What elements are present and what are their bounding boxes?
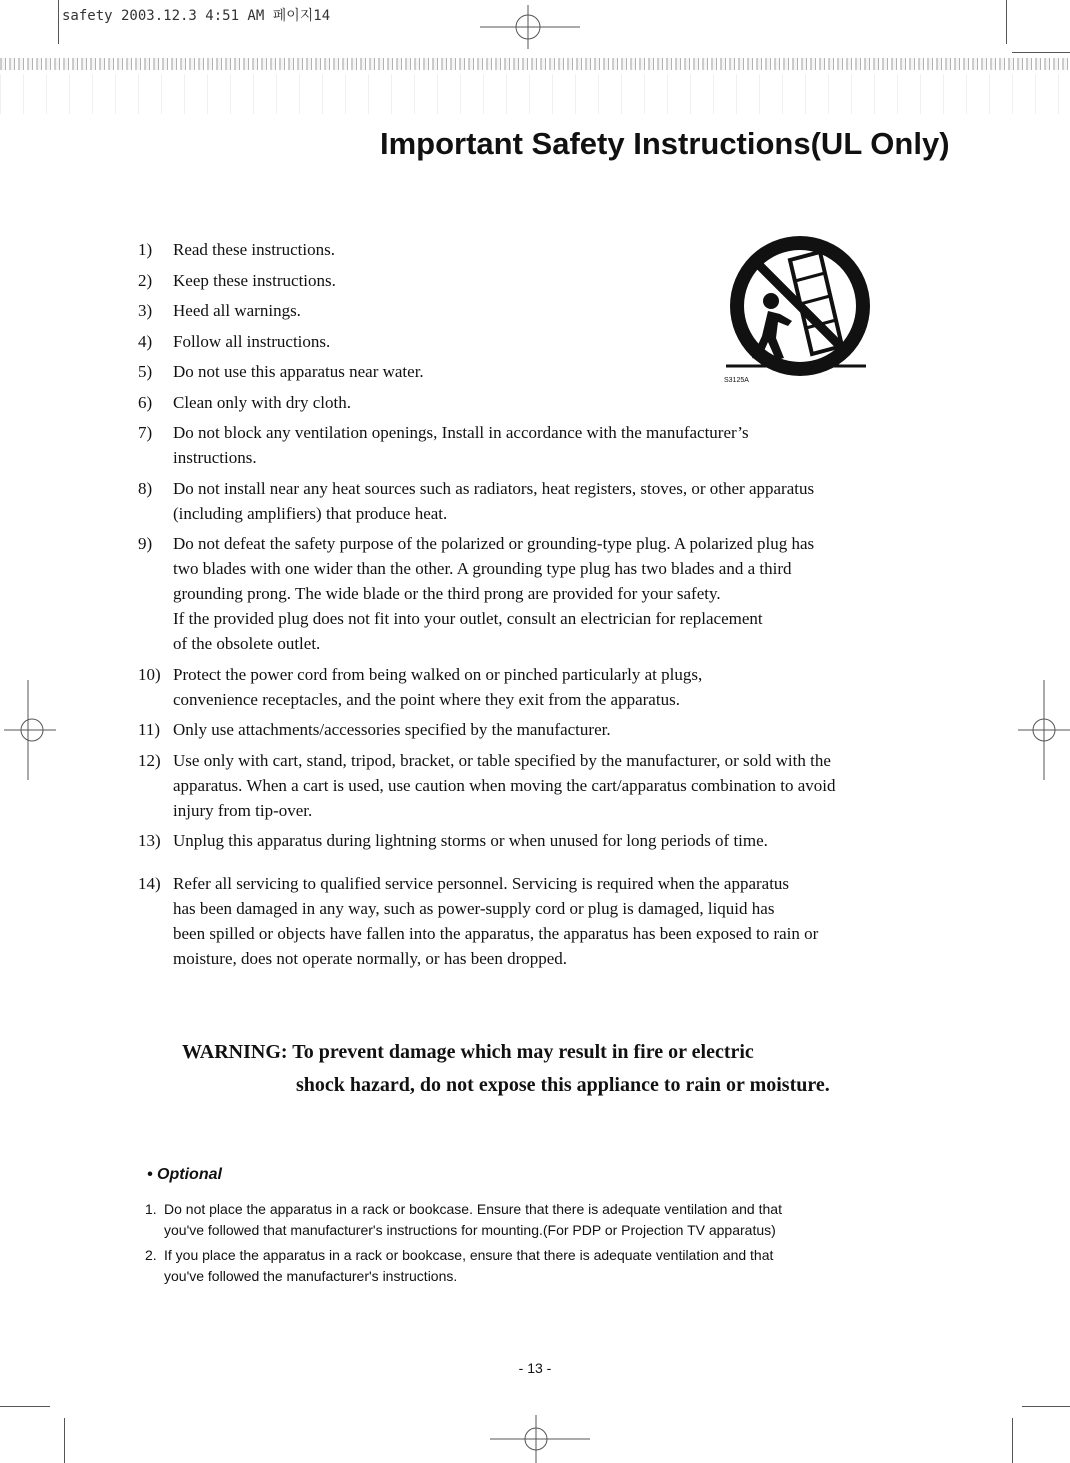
list-item: [145, 1245, 915, 1287]
item-text: [173, 828, 938, 853]
item-text-line: Only use attachments/accessories specified by the manufacturer.: [173, 720, 611, 739]
registration-mark-right-icon: [1018, 680, 1070, 780]
item-text: [173, 476, 938, 526]
item-number: 10): [138, 664, 161, 684]
scan-noise-band: [0, 58, 1070, 70]
item-text-line: Use only with cart, stand, tripod, bracket, or table specified by the manufacturer, or sold with the: [173, 750, 831, 770]
item-text-line: Refer all servicing to qualified service personnel. Servicing is required when the apparatus: [173, 874, 790, 893]
item-number: 7): [138, 423, 153, 442]
item-text: [173, 748, 938, 823]
item-text: [164, 1199, 782, 1241]
warning-line-1: WARNING: To prevent damage which may result in fire or electric: [182, 1041, 754, 1063]
item-text-line: Keep these instructions.: [173, 270, 336, 290]
header-slug: safety 2003.12.3 4:51 AM 페이지14: [62, 8, 331, 24]
item-text: [164, 1245, 773, 1287]
list-item: [138, 748, 938, 823]
item-number: 11): [138, 720, 161, 739]
item-text-line: injury from tip-over.: [173, 800, 313, 820]
optional-heading: • Optional: [147, 1166, 222, 1183]
page-title: Important Safety Instructions(UL Only): [380, 126, 950, 161]
crop-mark-bottom-left-h: [0, 1406, 50, 1407]
list-item: [138, 359, 938, 384]
item-text: [173, 420, 938, 470]
item-text-line: has been damaged in any way, such as power-supply cord or plug is damaged, liquid has: [173, 899, 775, 918]
item-text-line: Do not use this apparatus near water.: [173, 362, 424, 381]
optional-list: [145, 1199, 915, 1291]
item-text-line: of the obsolete outlet.: [173, 634, 321, 653]
item-text-line: convenience receptacles, and the point where they exit from the apparatus.: [173, 689, 680, 709]
item-number: 6): [138, 392, 153, 412]
crop-mark-bottom-right-h: [1022, 1406, 1070, 1407]
item-number: 1.: [145, 1201, 157, 1217]
item-text-line: If you place the apparatus in a rack or bookcase, ensure that there is adequate ventilation and that: [164, 1247, 774, 1263]
item-text-line: apparatus. When a cart is used, use caution when moving the cart/apparatus combination to avoid: [173, 775, 836, 795]
item-text-line: Follow all instructions.: [173, 331, 331, 351]
list-item: [138, 298, 938, 323]
item-number: 13): [138, 831, 161, 850]
item-text-line: Do not defeat the safety purpose of the polarized or grounding-type plug. A polarized plug has: [173, 534, 815, 553]
item-text-line: If the provided plug does not fit into your outlet, consult an electrician for replacement: [173, 609, 763, 628]
warning-notice: [182, 1036, 902, 1102]
list-item: [138, 476, 938, 526]
item-number: 14): [138, 874, 161, 893]
item-text-line: Unplug this apparatus during lightning storms or when unused for long periods of time.: [173, 831, 768, 850]
item-text: [173, 359, 938, 384]
item-text-line: instructions.: [173, 448, 257, 467]
list-item: [138, 531, 938, 656]
list-item: [138, 390, 938, 415]
list-item: [138, 717, 938, 742]
item-text-line: (including amplifiers) that produce heat.: [173, 503, 448, 523]
item-text: [173, 298, 938, 323]
figure-label: S3125A: [724, 377, 749, 384]
list-item: [138, 662, 938, 712]
crop-mark-top-right-h: [1012, 52, 1070, 53]
warning-line-2: shock hazard, do not expose this appliance to rain or moisture.: [296, 1074, 830, 1096]
item-text-line: Heed all warnings.: [173, 301, 301, 320]
item-text: [173, 390, 938, 415]
item-number: 1): [138, 240, 153, 259]
item-number: 2.: [145, 1247, 157, 1263]
item-text: [173, 717, 938, 742]
item-number: 9): [138, 534, 153, 553]
item-text-line: Do not place the apparatus in a rack or bookcase. Ensure that there is adequate ventilation and that: [164, 1201, 782, 1217]
item-text-line: Protect the power cord from being walked on or pinched particularly at plugs,: [173, 664, 703, 684]
list-item: [138, 871, 938, 971]
list-item: [138, 828, 938, 853]
crop-mark-top-right: [1006, 0, 1007, 44]
safety-instructions-list: [138, 237, 938, 977]
item-text-line: Read these instructions.: [173, 240, 335, 259]
list-item: [138, 420, 938, 470]
item-number: 2): [138, 270, 153, 290]
item-text: [173, 268, 938, 293]
list-item: [138, 268, 938, 293]
item-text-line: you've followed the manufacturer's instructions.: [164, 1268, 458, 1284]
list-item: [138, 237, 938, 262]
item-text-line: been spilled or objects have fallen into the apparatus, the apparatus has been exposed to rain or: [173, 924, 819, 943]
item-text: [173, 329, 938, 354]
item-text-line: Do not block any ventilation openings, Install in accordance with the manufacturer’s: [173, 423, 749, 442]
item-number: 4): [138, 331, 153, 351]
item-text-line: you've followed that manufacturer's instructions for mounting.(For PDP or Projection TV apparatus): [164, 1222, 776, 1238]
scan-noise-dots: [0, 74, 1070, 114]
page-number: - 13 -: [518, 1360, 552, 1376]
crop-mark-top-left: [58, 0, 59, 44]
item-text: [173, 871, 938, 971]
item-text-line: two blades with one wider than the other. A grounding type plug has two blades and a third: [173, 559, 792, 578]
item-number: 8): [138, 478, 153, 498]
item-text-line: moisture, does not operate normally, or has been dropped.: [173, 949, 568, 968]
crop-mark-bottom-left: [64, 1418, 65, 1463]
item-number: 12): [138, 750, 161, 770]
list-item: [145, 1199, 915, 1241]
item-text-line: Do not install near any heat sources such as radiators, heat registers, stoves, or other apparatus: [173, 478, 815, 498]
item-text-line: Clean only with dry cloth.: [173, 392, 352, 412]
item-text: [173, 237, 938, 262]
item-text: [173, 662, 938, 712]
registration-mark-top-icon: [480, 5, 580, 49]
item-number: 5): [138, 362, 153, 381]
item-text-line: grounding prong. The wide blade or the third prong are provided for your safety.: [173, 584, 721, 603]
registration-mark-bottom-icon: [490, 1415, 590, 1463]
list-item: [138, 329, 938, 354]
registration-mark-left-icon: [4, 680, 56, 780]
crop-mark-bottom-right: [1012, 1418, 1013, 1463]
item-number: 3): [138, 301, 153, 320]
item-text: [173, 531, 938, 656]
